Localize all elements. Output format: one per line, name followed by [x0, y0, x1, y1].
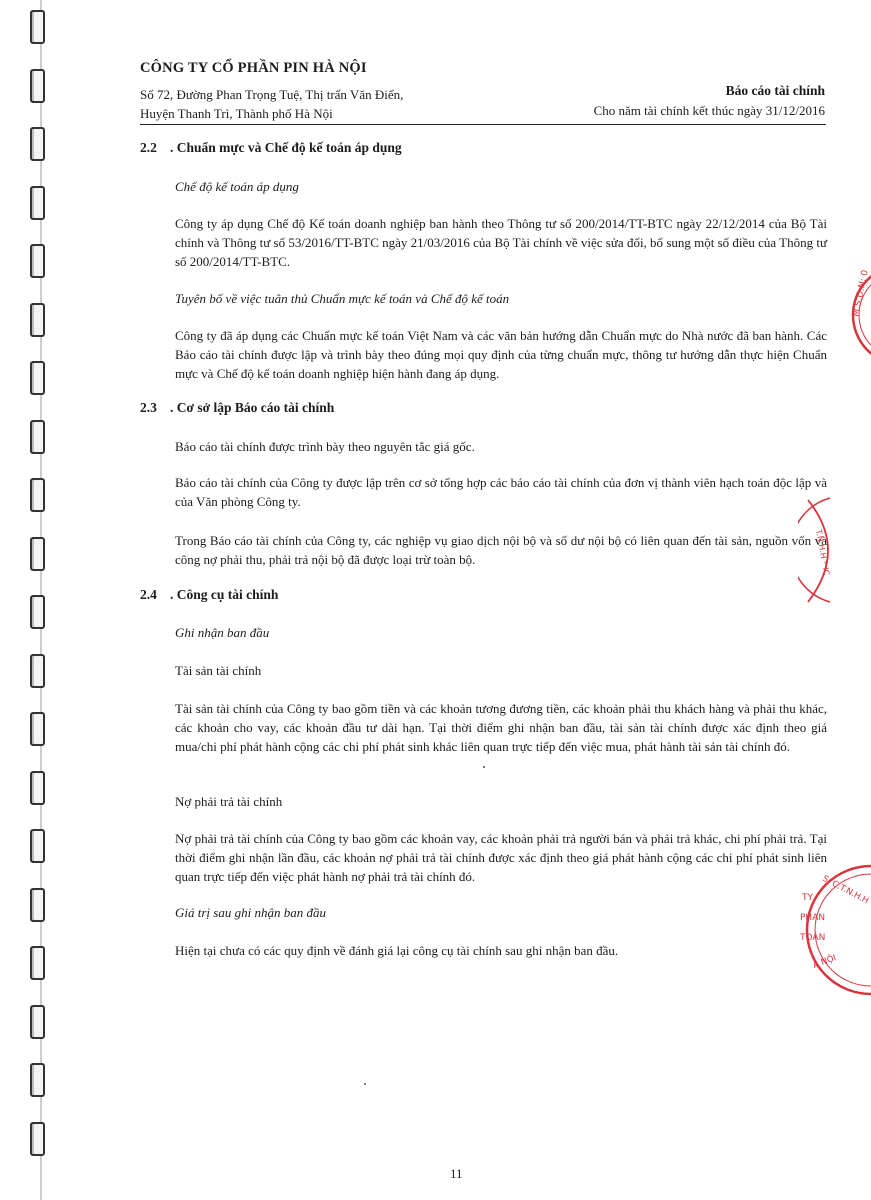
binding-ring — [30, 303, 45, 337]
spiral-binding — [0, 0, 60, 1200]
seal-text: PHAN — [800, 913, 826, 923]
paragraph-basis-elimination: Trong Báo cáo tài chính của Công ty, các nghiệp vụ giao dịch nội bộ và số dư nội bộ có liên quan đến tài sản, nguồn vốn và công nợ phải thu, phải trả nội bộ đã được loại trừ toàn bộ. — [175, 533, 827, 567]
binding-ring — [30, 771, 45, 805]
report-title: Báo cáo tài chính — [725, 83, 825, 98]
address-line-2: Huyện Thanh Trì, Thành phố Hà Nội — [140, 106, 333, 121]
binding-ring — [30, 829, 45, 863]
section-number: 2.2 — [140, 140, 157, 155]
subheading-financial-assets: Tài sản tài chính — [175, 663, 262, 678]
binding-ring — [30, 712, 45, 746]
binding-ring — [30, 537, 45, 571]
seal-text: M.S.D.N: 0 — [851, 269, 871, 318]
section-heading-2-3 — [140, 400, 334, 416]
seal-text: TOÁN — [800, 933, 826, 943]
binding-ring — [30, 69, 45, 103]
binding-ring — [30, 10, 45, 44]
company-seal-middle — [798, 490, 871, 610]
binding-ring — [30, 946, 45, 980]
scan-speck — [483, 766, 485, 768]
binding-ring — [30, 361, 45, 395]
binding-ring — [30, 478, 45, 512]
paragraph-compliance-statement: Công ty đã áp dụng các Chuẩn mực kế toán Việt Nam và các văn bản hướng dẫn Chuẩn mực do Nhà nước đã ban hành. Các Báo cáo tài chính được lập và trình bày theo đúng mọi quy định của từng chuẩn mực, thông tư hướng dẫn thực hiện Chuẩn mực và Chế độ kế toán doanh nghiệp hiện hành đang áp dụng. — [175, 328, 827, 381]
paragraph-basis-consolidation: Báo cáo tài chính của Công ty được lập trên cơ sở tổng hợp các báo cáo tài chính của đơn vị thành viên hạch toán độc lập và của Văn phòng Công ty. — [175, 475, 827, 509]
subheading-financial-liabilities: Nợ phải trả tài chính — [175, 794, 283, 809]
subheading-compliance-statement: Tuyên bố về việc tuân thủ Chuẩn mực kế toán và Chế độ kế toán — [175, 291, 510, 306]
binding-ring — [30, 420, 45, 454]
paragraph-accounting-regime: Công ty áp dụng Chế độ Kế toán doanh nghiệp ban hành theo Thông tư số 200/2014/TT-BTC ngày 22/12/2014 của Bộ Tài chính và Thông tư số 53/2016/TT-BTC ngày 21/03/2016 của Bộ Tài chính về việc sửa đổi, bổ sung một số điều của Thông tư số 200/2014/TT-BTC. — [175, 216, 827, 269]
section-number: 2.4 — [140, 587, 157, 602]
subheading-accounting-regime: Chế độ kế toán áp dụng — [175, 179, 299, 194]
section-title: . Công cụ tài chính — [170, 587, 279, 602]
paragraph-basis-cost: Báo cáo tài chính được trình bày theo nguyên tắc giá gốc. — [175, 439, 475, 454]
subheading-subsequent-measurement: Giá trị sau ghi nhận ban đầu — [175, 905, 326, 920]
section-title: . Chuẩn mực và Chế độ kế toán áp dụng — [170, 140, 402, 155]
binding-ring — [30, 127, 45, 161]
binding-ring — [30, 888, 45, 922]
section-number: 2.3 — [140, 400, 157, 415]
company-name: CÔNG TY CỔ PHẦN PIN HÀ NỘI — [140, 60, 367, 76]
header-divider — [140, 124, 826, 125]
binding-ring — [30, 186, 45, 220]
paragraph-financial-liabilities: Nợ phải trả tài chính của Công ty bao gồm các khoản vay, các khoản phải trả người bán và phải trả khác, chi phí phải trả. Tại thời điểm ghi nhận lần đầu, các khoản nợ phải trả tài chính được xác định theo giá phát hành cộng các chi phí phát sinh liên quan trực tiếp đến việc phát hành nợ phải trả tài chính đó. — [175, 831, 827, 884]
company-seal-top — [845, 255, 871, 375]
scan-speck — [364, 1083, 366, 1085]
report-period: Cho năm tài chính kết thúc ngày 31/12/2016 — [593, 103, 825, 118]
binding-ring — [30, 595, 45, 629]
page-number: 11 — [450, 1166, 463, 1181]
section-title: . Cơ sở lập Báo cáo tài chính — [170, 400, 335, 415]
binding-ring — [30, 1063, 45, 1097]
seal-text: TY — [802, 893, 813, 903]
seal-text: À NỘI — [811, 953, 838, 971]
section-heading-2-4 — [140, 587, 278, 603]
seal-text: T.N.H.H * IC — [814, 528, 831, 577]
section-heading-2-2 — [140, 140, 402, 156]
company-seal-bottom — [786, 860, 871, 1000]
company-address — [140, 85, 403, 123]
address-line-1: Số 72, Đường Phan Trọng Tuệ, Thị trấn Văn Điển, — [140, 87, 404, 102]
binding-ring — [30, 1122, 45, 1156]
binding-ring — [30, 654, 45, 688]
paragraph-financial-assets: Tài sản tài chính của Công ty bao gồm tiền và các khoản tương đương tiền, các khoản phải thu khách hàng và phải thu khác, các khoản cho vay, các khoản đầu tư dài hạn. Tại thời điểm ghi nhận ban đầu, tài sản tài chính được xác định theo giá mua/chi phí phát hành cộng các chi phí phát sinh khác liên quan trực tiếp đến việc mua, phát hành tài sản tài chính đó. — [175, 701, 827, 754]
binding-ring — [30, 244, 45, 278]
seal-text: S. C.T.N.H.H — [820, 873, 871, 907]
binding-ring — [30, 1005, 45, 1039]
paragraph-subsequent-measurement: Hiện tại chưa có các quy định về đánh giá lại công cụ tài chính sau ghi nhận ban đầu. — [175, 943, 619, 958]
subheading-initial-recognition: Ghi nhận ban đầu — [175, 625, 270, 640]
